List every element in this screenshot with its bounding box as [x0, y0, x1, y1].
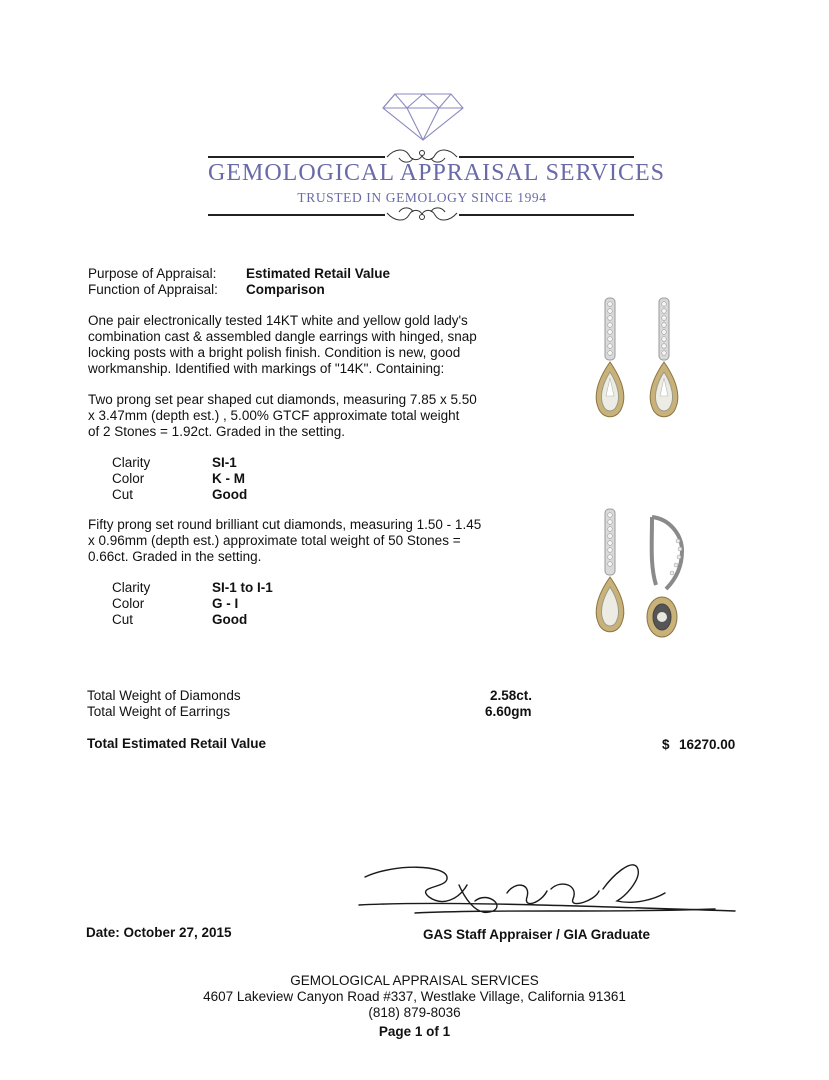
function-label: Function of Appraisal:: [88, 282, 218, 297]
description-line: combination cast & assembled dangle earrings with hinged, snap: [88, 329, 477, 344]
appraisal-date: Date: October 27, 2015: [86, 925, 232, 940]
flourish-bottom-icon: [385, 204, 459, 224]
stones1-cut-label: Cut: [112, 487, 134, 502]
total-earrings-value: 6.60gm: [485, 704, 532, 719]
company-title: GEMOLOGICAL APPRAISAL SERVICES: [208, 160, 666, 186]
page-number: Page 1 of 1: [378, 1024, 451, 1039]
description-line: workmanship. Identified with markings of "14K". Containing:: [88, 361, 445, 376]
header-rule-bottom-right: [459, 214, 634, 216]
stones2-line: 0.66ct. Graded in the setting.: [88, 549, 262, 564]
stones1-color-label: Color: [112, 471, 145, 486]
total-earrings-label: Total Weight of Earrings: [87, 704, 231, 719]
header-rule-top-left: [208, 156, 385, 158]
header-rule-top-right: [459, 156, 634, 158]
appraiser-signature: [355, 855, 745, 927]
stones2-clarity-value: SI-1 to I-1: [212, 580, 273, 595]
stones1-cut-value: Good: [212, 487, 248, 502]
stones1-clarity-label: Clarity: [112, 455, 151, 470]
stones1-clarity-value: SI-1: [212, 455, 237, 470]
stones2-line: x 0.96mm (depth est.) approximate total weight of 50 Stones =: [88, 533, 461, 548]
total-diamonds-label: Total Weight of Diamonds: [87, 688, 241, 703]
item-description: [88, 313, 508, 377]
footer-address: 4607 Lakeview Canyon Road #337, Westlake Village, California 91361: [203, 989, 626, 1004]
purpose-label: Purpose of Appraisal:: [88, 266, 217, 281]
retail-value: 16270.00: [679, 737, 736, 752]
header-rule-bottom-left: [208, 214, 385, 216]
retail-currency: $: [662, 737, 670, 752]
total-retail-label: Total Estimated Retail Value: [87, 736, 267, 751]
earrings-photo-front: [586, 292, 696, 432]
stones2-description: [88, 517, 518, 565]
purpose-value: Estimated Retail Value: [246, 266, 391, 281]
function-value: Comparison: [246, 282, 325, 297]
stones2-clarity-label: Clarity: [112, 580, 151, 595]
appraiser-title: GAS Staff Appraiser / GIA Graduate: [423, 927, 651, 942]
stones1-color-value: K - M: [212, 471, 245, 486]
stones1-line: of 2 Stones = 1.92ct. Graded in the setting.: [88, 424, 346, 439]
footer-phone: (818) 879-8036: [368, 1005, 461, 1020]
stones2-cut-value: Good: [212, 612, 248, 627]
footer-company: GEMOLOGICAL APPRAISAL SERVICES: [290, 973, 539, 988]
description-line: locking posts with a bright polish finish. Condition is new, good: [88, 345, 461, 360]
stones1-description: [88, 392, 508, 440]
stones1-line: Two prong set pear shaped cut diamonds, measuring 7.85 x 5.50: [88, 392, 477, 407]
stones2-color-value: G - I: [212, 596, 239, 611]
stones1-line: x 3.47mm (depth est.) , 5.00% GTCF approximate total weight: [88, 408, 460, 423]
stones2-cut-label: Cut: [112, 612, 134, 627]
company-tagline: TRUSTED IN GEMOLOGY SINCE 1994: [297, 190, 547, 205]
diamond-logo-icon: [381, 90, 465, 142]
stones2-color-label: Color: [112, 596, 145, 611]
description-line: One pair electronically tested 14KT white and yellow gold lady's: [88, 313, 468, 328]
earrings-photo-side: [586, 505, 706, 645]
stones2-line: Fifty prong set round brilliant cut diamonds, measuring 1.50 - 1.45: [88, 517, 482, 532]
total-diamonds-value: 2.58ct.: [490, 688, 533, 703]
